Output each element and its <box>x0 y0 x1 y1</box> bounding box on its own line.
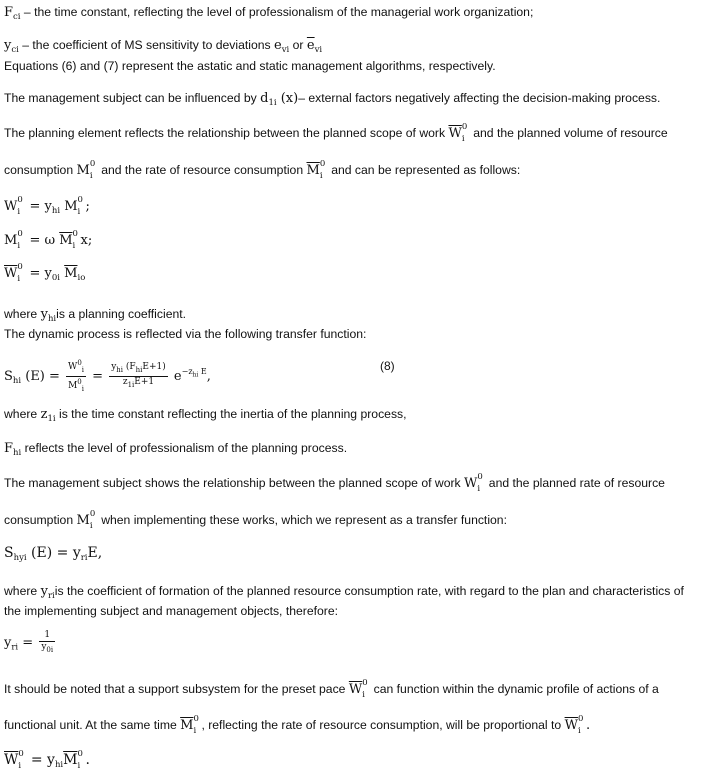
math-d1i: $d_{1i}$ (x) <box>260 91 299 108</box>
math-yhi: $y_{hi}$ <box>40 307 57 324</box>
text-line-10 <box>4 306 186 327</box>
text-fragment: and can be represented as follows: <box>331 163 521 177</box>
text-fragment: where <box>4 307 38 321</box>
text-fragment: – the time constant, reflecting the level of professionalism of the managerial work organization; <box>23 5 534 19</box>
math-Mi0: M 0 i <box>76 159 96 181</box>
text-line-19 <box>4 603 338 619</box>
text-line-14 <box>4 440 347 461</box>
text-line-5 <box>4 122 668 144</box>
math-Fhi: $F_{hi}$ <box>4 441 22 458</box>
text-line-4 <box>4 90 660 111</box>
text-fragment: and the planned volume of resource <box>473 126 668 140</box>
equation-W-yhi-M: W 0 i = $y_{hi}$ M 0 i ; <box>4 195 90 217</box>
text-fragment: The management subject can be influenced by <box>4 91 257 105</box>
text-line-22 <box>4 714 591 736</box>
text-fragment: where <box>4 584 38 598</box>
math-Wi0-bar: $\overline{W}$ 0 i <box>348 678 368 700</box>
text-fragment: , reflecting the rate of resource consumption, will be proportional to <box>201 718 562 732</box>
math-Wi0-bar: $\overline{W}$ 0 i <box>448 122 468 144</box>
text-line-18 <box>4 583 684 604</box>
text-fragment: the implementing subject and management objects, therefore: <box>4 604 338 618</box>
equation-8-transfer-function: $S_{hi}$ (E) = $\frac{W^0_i}{M^0_i}$ = $\frac{y_{hi} (F_{hi}E+1)}{z_{1i}E+1}$ $e^{-z_{hi} E}$, (8) <box>4 359 395 393</box>
text-fragment: Equations (6) and (7) represent the astatic and static management algorithms, respectively. <box>4 59 496 73</box>
text-fragment: where <box>4 407 38 421</box>
equation-M-omega-Mbar: M 0 i = ω $\overline{M}$ 0 i x; <box>4 229 93 251</box>
text-line-21 <box>4 678 659 700</box>
fraction-transfer: $\frac{y_{hi} (F_{hi}E+1)}{z_{1i}E+1}$ <box>111 362 166 389</box>
math-evi-bar: $\overline{e}_{vi}$ <box>306 38 323 55</box>
text-fragment: is the coefficient of formation of the planned resource consumption rate, with regard to the plan and characteristics of <box>54 584 684 598</box>
text-fragment: reflects the level of professionalism of the planning process. <box>24 441 348 455</box>
text-fragment: The planning element reflects the relationship between the planned scope of work <box>4 126 446 140</box>
text-fragment: or <box>292 38 304 52</box>
fraction-1-over-yoi: $\frac{1}{y_{0i}}$ <box>41 630 54 654</box>
math-Wi0-bar: $\overline{W}$ 0 i . <box>564 714 591 736</box>
text-line-6 <box>4 159 521 181</box>
text-line-2 <box>4 37 322 58</box>
fraction-W-over-M: $\frac{W^0_i}{M^0_i}$ <box>68 359 85 393</box>
math-Mi0-bar: $\overline{M}$ 0 i <box>180 714 199 736</box>
text-fragment: It should be noted that a support subsystem for the preset pace <box>4 682 346 696</box>
text-fragment: is a planning coefficient. <box>56 307 187 321</box>
equation-yri-fraction: $y_{ri}$ = $\frac{1}{y_{0i}}$ <box>4 630 54 654</box>
text-fragment: consumption <box>4 513 74 527</box>
text-line-13 <box>4 406 407 427</box>
text-line-1 <box>4 4 533 25</box>
text-fragment: The dynamic process is reflected via the following transfer function: <box>4 327 367 341</box>
text-fragment: can function within the dynamic profile of actions of a <box>373 682 659 696</box>
text-fragment: and the rate of resource consumption <box>101 163 304 177</box>
math-Mi0: M 0 i <box>76 509 96 531</box>
text-fragment: – external factors negatively affecting the decision-making process. <box>298 91 661 105</box>
math-Wi0: W 0 i <box>464 472 483 494</box>
text-line-3 <box>4 58 496 74</box>
text-fragment: The management subject shows the relationship between the planned scope of work <box>4 476 461 490</box>
math-Mi0-bar: $\overline{M}$ 0 i <box>306 159 326 181</box>
text-line-15 <box>4 472 665 494</box>
text-fragment: when implementing these works, which we represent as a transfer function: <box>101 513 507 527</box>
text-fragment: is the time constant reflecting the inertia of the planning process, <box>58 407 407 421</box>
math-evi: $e_{vi}$ <box>274 38 290 55</box>
equation-final: $\overline{W}$ 0 i = $y_{hi}\overline{M}$ 0 i . <box>4 749 90 771</box>
equation-Shyi: $S_{hyi}$ $(E) = y_{ri}E$, <box>4 545 103 563</box>
text-fragment: consumption <box>4 163 74 177</box>
equation-number: (8) <box>380 359 395 373</box>
text-fragment: functional unit. At the same time <box>4 718 177 732</box>
text-line-16 <box>4 509 507 531</box>
equation-Wbar-yoi-Mio: $\overline{W}$ 0 i = $y_{0i}$ $\overline{M}_{io}$ <box>4 262 86 284</box>
math-z1i: $z_{1i}$ <box>40 407 56 424</box>
text-fragment: and the planned rate of resource <box>488 476 665 490</box>
text-line-11 <box>4 326 366 342</box>
math-Fci: $F_{ci}$ <box>4 5 21 22</box>
math-yri: $y_{ri}$ <box>40 584 55 601</box>
math-yci: $y_{ci}$ <box>4 38 19 55</box>
text-fragment: – the coefficient of MS sensitivity to deviations <box>22 38 271 52</box>
